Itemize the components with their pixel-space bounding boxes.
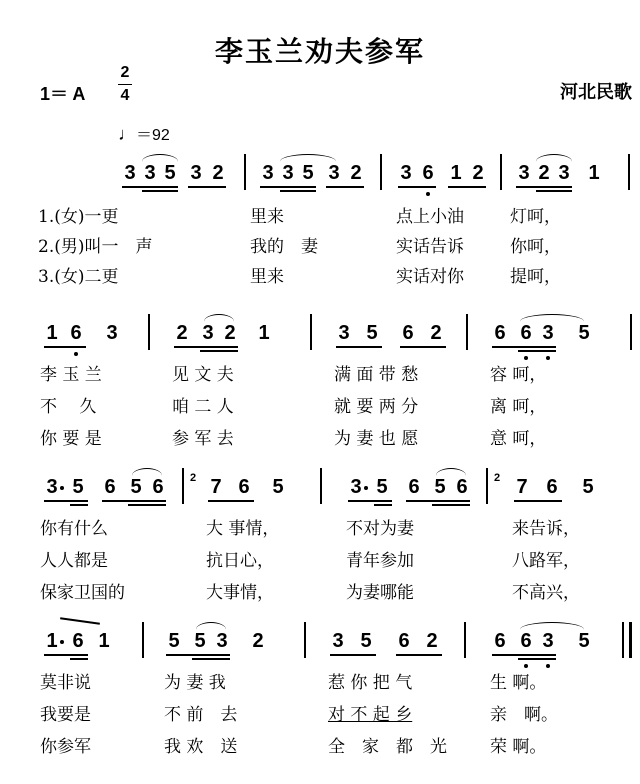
tempo-value: ＝92: [136, 127, 170, 144]
beam: [492, 346, 556, 348]
beam: [44, 654, 88, 656]
lyric-line: 提呵，: [510, 267, 561, 287]
lyric-line: 抗日心，: [206, 551, 274, 571]
lyric-line: 八路军，: [512, 551, 580, 571]
slur: [520, 314, 584, 329]
note: 6: [494, 630, 506, 652]
lyric-line: 2.(男)叫一 声: [38, 237, 153, 257]
meter-change: 2: [190, 472, 197, 484]
note: 5: [164, 162, 176, 184]
barline: [320, 468, 322, 504]
note: 5: [194, 630, 206, 652]
arrow-mark: [60, 617, 100, 625]
lyric-line: 惹 你 把 气: [328, 673, 413, 693]
barline: [380, 154, 382, 190]
lyric-line: 来告诉，: [512, 519, 580, 539]
beam: [448, 186, 486, 188]
barline: [628, 154, 630, 190]
note: 3: [518, 162, 530, 184]
beam: [348, 500, 392, 502]
note: 6: [494, 322, 506, 344]
note: 6: [238, 476, 250, 498]
beam: [128, 504, 166, 506]
augmentation-dot: [60, 640, 64, 644]
lyric-line: 里来: [250, 267, 284, 287]
note: 2: [252, 630, 264, 652]
barline: [244, 154, 246, 190]
note: 1: [258, 322, 270, 344]
slur: [196, 622, 226, 637]
slur: [536, 154, 572, 169]
beam: [44, 500, 88, 502]
note: 1: [98, 630, 110, 652]
tempo-marking: [118, 122, 170, 145]
beam: [492, 654, 556, 656]
lyric-line: 咱 二 人: [172, 397, 234, 417]
note: 3: [190, 162, 202, 184]
lyric-line: 为 妻 我: [164, 673, 226, 693]
note: 3: [216, 630, 228, 652]
lyric-line: 荣 啊。: [490, 737, 547, 757]
meter-change: 2: [494, 472, 501, 484]
note: 5: [578, 630, 590, 652]
beam: [70, 658, 88, 660]
note: 3: [106, 322, 118, 344]
beam: [536, 190, 572, 192]
lyric-line: 人人都是: [40, 551, 108, 571]
lyric-line: 我的 妻: [250, 237, 318, 257]
lyric-line: 不 久: [40, 397, 97, 417]
note: 1: [46, 630, 58, 652]
note: 5: [376, 476, 388, 498]
note: 3: [124, 162, 136, 184]
note: 5: [272, 476, 284, 498]
lyric-line: 你呵，: [510, 237, 561, 257]
lyric-line: 参 军 去: [172, 429, 234, 449]
note: 3: [332, 630, 344, 652]
lyric-line: 亲 啊。: [490, 705, 558, 725]
slur: [132, 468, 162, 483]
beam: [330, 654, 376, 656]
beam: [208, 500, 254, 502]
slur: [436, 468, 466, 483]
time-signature: [118, 64, 132, 105]
lyric-line: 保家卫国的: [40, 583, 125, 603]
lyric-line: 就 要 两 分: [334, 397, 419, 417]
note: 6: [72, 630, 84, 652]
note: 7: [516, 476, 528, 498]
note: 5: [302, 162, 314, 184]
lyric-line: 你 要 是: [40, 429, 102, 449]
beam: [44, 346, 86, 348]
note: 3: [46, 476, 58, 498]
beam: [518, 350, 556, 352]
note: 2: [224, 322, 236, 344]
low-octave-dot: [74, 352, 78, 356]
note: 3: [202, 322, 214, 344]
note: 3: [338, 322, 350, 344]
note: 3: [350, 476, 362, 498]
song-title: 李玉兰劝夫参军: [214, 35, 425, 68]
barline: [142, 622, 144, 658]
beam: [122, 186, 178, 188]
lyric-line: 你参军: [40, 737, 91, 757]
note: 2: [538, 162, 550, 184]
barline: [622, 622, 624, 658]
lyric-line: 为 妻 也 愿: [334, 429, 419, 449]
note: 6: [70, 322, 82, 344]
note: 2: [426, 630, 438, 652]
lyric-line: 青年参加: [346, 551, 414, 571]
note: 5: [130, 476, 142, 498]
note: 3: [400, 162, 412, 184]
beam: [326, 186, 364, 188]
beam: [166, 654, 230, 656]
beam: [280, 190, 316, 192]
lyric-line: 见 文 夫: [172, 365, 234, 385]
barline: [486, 468, 488, 504]
beam: [398, 186, 436, 188]
lyric-line: 大 事情，: [206, 519, 280, 539]
meter-top: 2: [120, 64, 130, 81]
low-octave-dot: [426, 192, 430, 196]
note: 3: [328, 162, 340, 184]
quarter-note-icon: ♩: [118, 124, 136, 144]
note: 6: [402, 322, 414, 344]
barline: [304, 622, 306, 658]
beam: [188, 186, 226, 188]
lyric-line: 实话告诉: [396, 237, 464, 257]
score-system-3: [0, 466, 640, 506]
lyric-line: 点上小油: [396, 207, 464, 227]
augmentation-dot: [364, 486, 368, 490]
note: 6: [520, 322, 532, 344]
note: 2: [350, 162, 362, 184]
barline: [464, 622, 466, 658]
beam: [374, 504, 392, 506]
slur: [280, 154, 336, 169]
note: 5: [360, 630, 372, 652]
low-octave-dot: [546, 356, 550, 360]
lyric-line: 为妻哪能: [346, 583, 414, 603]
beam: [142, 190, 178, 192]
slur: [142, 154, 178, 169]
note: 3: [262, 162, 274, 184]
lyric-line: 对 不 起 乡: [328, 705, 413, 725]
barline: [630, 314, 632, 350]
song-origin: 河北民歌: [560, 82, 632, 103]
lyric-line: 李 玉 兰: [40, 365, 102, 385]
score-system-4: [0, 620, 640, 660]
note: 2: [176, 322, 188, 344]
lyric-line: 3.(女)二更: [38, 267, 119, 287]
note: 5: [434, 476, 446, 498]
note: 6: [398, 630, 410, 652]
beam: [406, 500, 470, 502]
beam: [70, 504, 88, 506]
lyric-line: 灯呵，: [510, 207, 561, 227]
lyric-line: 大事情，: [206, 583, 274, 603]
note: 3: [144, 162, 156, 184]
lyric-line: 我 欢 送: [164, 737, 238, 757]
lyric-line: 全 家 都 光: [328, 737, 447, 757]
score-system-2: [0, 312, 640, 352]
note: 1: [588, 162, 600, 184]
note: 7: [210, 476, 222, 498]
note: 3: [542, 630, 554, 652]
beam: [400, 346, 446, 348]
barline: [500, 154, 502, 190]
lyric-line: 不对为妻: [346, 519, 414, 539]
lyric-line: 实话对你: [396, 267, 464, 287]
beam: [518, 658, 556, 660]
note: 6: [456, 476, 468, 498]
score-system-1: [0, 152, 640, 192]
note: 2: [212, 162, 224, 184]
lyric-line: 莫非说: [40, 673, 91, 693]
lyric-line: 1.(女)一更: [38, 207, 119, 227]
note: 3: [558, 162, 570, 184]
beam: [192, 658, 230, 660]
slur: [204, 314, 234, 329]
beam: [432, 504, 470, 506]
lyric-line: 你有什么: [40, 519, 108, 539]
lyric-line: 离 呵，: [490, 397, 547, 417]
lyric-line: 意 呵，: [490, 429, 547, 449]
beam: [102, 500, 166, 502]
note: 5: [366, 322, 378, 344]
beam: [514, 500, 562, 502]
final-barline: [629, 622, 632, 658]
beam: [260, 186, 316, 188]
lyric-line: 里来: [250, 207, 284, 227]
lyric-line: 不 前 去: [164, 705, 238, 725]
note: 6: [546, 476, 558, 498]
barline: [182, 468, 184, 504]
meter-divider: [118, 84, 132, 85]
note: 1: [450, 162, 462, 184]
beam: [396, 654, 442, 656]
note: 5: [72, 476, 84, 498]
note: 6: [422, 162, 434, 184]
note: 6: [104, 476, 116, 498]
note: 3: [282, 162, 294, 184]
note: 5: [168, 630, 180, 652]
note: 2: [430, 322, 442, 344]
note: 6: [520, 630, 532, 652]
lyric-line: 生 啊。: [490, 673, 547, 693]
beam: [336, 346, 382, 348]
lyric-line: 满 面 带 愁: [334, 365, 419, 385]
low-octave-dot: [546, 664, 550, 668]
barline: [310, 314, 312, 350]
barline: [466, 314, 468, 350]
key-signature: 1＝ A: [40, 84, 86, 104]
lyric-line: 不高兴，: [512, 583, 580, 603]
note: 5: [578, 322, 590, 344]
slur: [520, 622, 584, 637]
note: 1: [46, 322, 58, 344]
beam: [516, 186, 572, 188]
note: 3: [542, 322, 554, 344]
barline: [148, 314, 150, 350]
lyric-line: 我要是: [40, 705, 91, 725]
beam: [174, 346, 238, 348]
note: 5: [582, 476, 594, 498]
note: 6: [408, 476, 420, 498]
note: 6: [152, 476, 164, 498]
note: 2: [472, 162, 484, 184]
beam: [200, 350, 238, 352]
augmentation-dot: [60, 486, 64, 490]
lyric-line: 容 呵，: [490, 365, 547, 385]
meter-bottom: 4: [120, 87, 130, 104]
